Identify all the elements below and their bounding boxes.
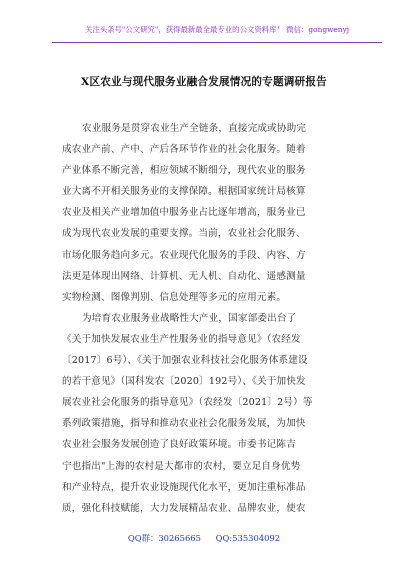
text-line: 展农业社会化服务的指导意见》（农经发〔2021〕2号）等 (62, 397, 313, 409)
text-line: 宁也指出"上海的农村是大都市的农村，要立足自身优势 (62, 460, 301, 472)
text-line: 法更是体现出网络、计算机、无人机、自动化、遥感测量 (62, 270, 306, 282)
document-body (62, 118, 352, 519)
text-line: 和产业特点，提升农业设施现代化水平，更加注重标准品 (62, 481, 306, 493)
text-line: 农业社会服务发展创造了良好政策环境。市委书记陈吉 (62, 439, 296, 451)
header-notice: 关注头条号"公文研究"，获得最新最全最专业的公文资料库！ 微信：gongwenyj (84, 25, 350, 34)
text-line: 产业体系不断完善，相应领域不断细分，现代农业的服务 (62, 165, 306, 177)
text-line: 的若干意见》（国科发农〔2020〕192号）、《关于加快发 (62, 376, 306, 388)
page-header (52, 22, 382, 43)
text-line: 成为现代农业发展的重要支撑。当前，农业社会化服务、 (62, 228, 306, 240)
paragraph-1 (62, 118, 352, 308)
text-line: 业大离不开相关服务业的支撑保障。根据国家统计局核算 (62, 186, 306, 198)
document-title: X区农业与现代服务业融合发展情况的专题调研报告 (81, 76, 327, 88)
text-line: 农业服务是贯穿农业生产全链条，直接完成或协助完 (82, 123, 307, 134)
qq-group-number: QQ群：30265665 (127, 533, 201, 543)
text-line: 质，强化科技赋能，大力发展精品农业、品牌农业，使农 (62, 502, 306, 514)
text-line: 系列政策措施，指导和推动农业社会化服务发展，为加快 (62, 418, 306, 430)
text-line: 《关于加快发展农业生产性服务业的指导意见》（农经发 (62, 333, 301, 345)
qq-contact-number: QQ:535304092 (215, 533, 281, 543)
text-line: 实物检测、图像判别、信息处理等多元的应用元素。 (62, 291, 287, 303)
text-line: 农业及相关产业增加值中服务业占比逐年增高，服务业已 (62, 207, 306, 219)
paragraph-2 (62, 308, 352, 519)
text-line: 成农业产前、产中、产后各环节作业的社会化服务。随着 (62, 144, 306, 156)
page-footer (0, 532, 408, 544)
text-line: 市场化服务趋向多元。农业现代化服务的手段、内容、方 (62, 249, 306, 261)
text-line: 〔2017〕6号）、《关于加强农业科技社会化服务体系建设 (62, 355, 308, 367)
text-line: 为培育农业服务业战略性大产业，国家部委出台了 (82, 312, 297, 324)
